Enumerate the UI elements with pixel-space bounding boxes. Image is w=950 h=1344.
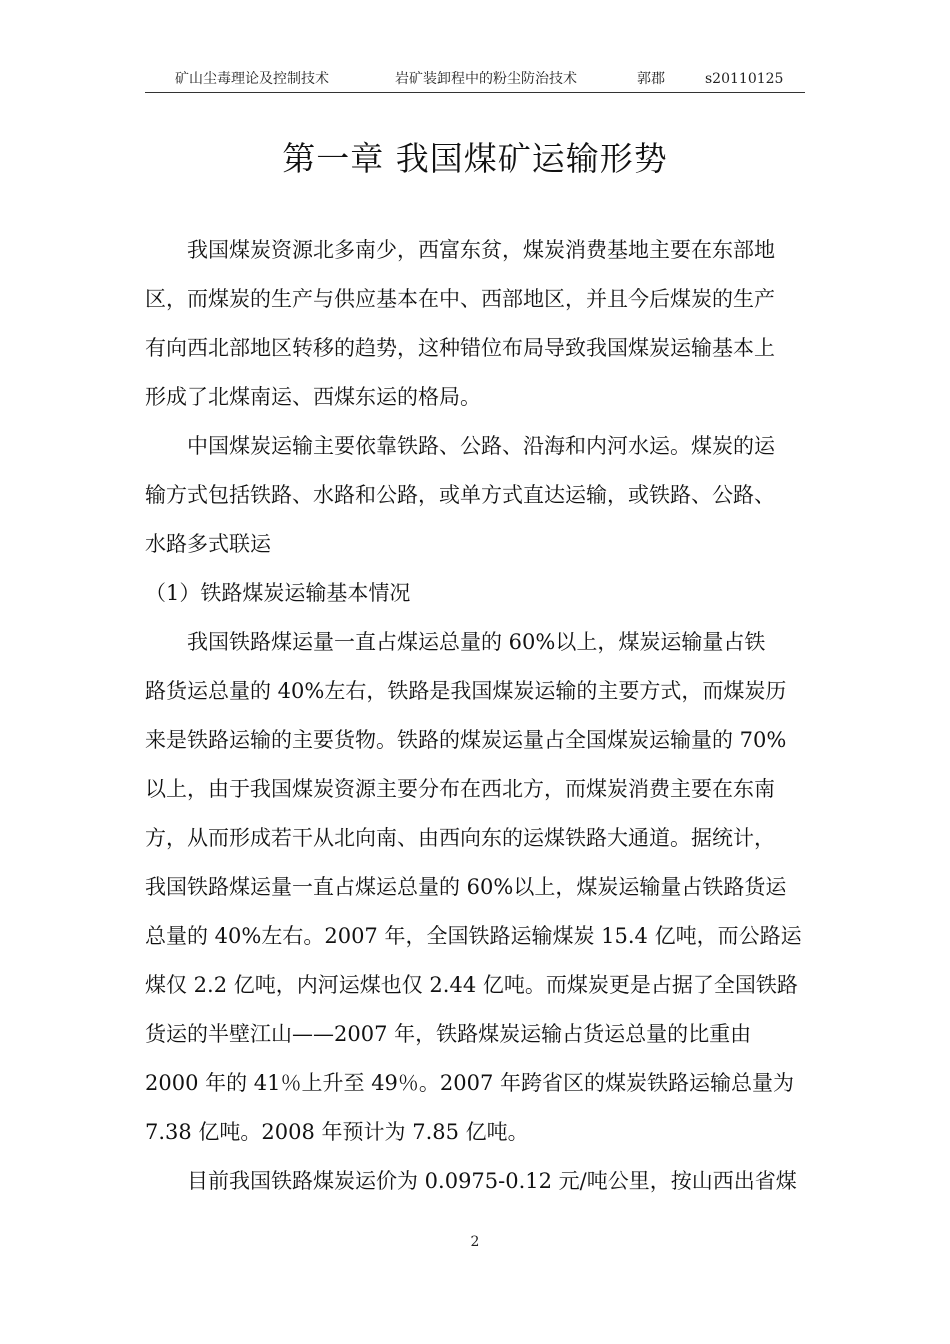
text-line: 我国铁路煤运量一直占煤运总量的 60%以上，煤炭运输量占铁路货运: [145, 875, 787, 899]
text-line: 路货运总量的 40%左右，铁路是我国煤炭运输的主要方式，而煤炭历: [145, 679, 787, 703]
text-line: 有向西北部地区转移的趋势，这种错位布局导致我国煤炭运输基本上: [145, 336, 775, 360]
text-line: 中国煤炭运输主要依靠铁路、公路、沿海和内河水运。煤炭的运: [187, 434, 775, 458]
text-line: 形成了北煤南运、西煤东运的格局。: [145, 385, 481, 409]
text-line: 目前我国铁路煤炭运价为 0.0975-0.12 元/吨公里，按山西出省煤: [187, 1169, 797, 1193]
text-line: 2000 年的 41％上升至 49％。2007 年跨省区的煤炭铁路运输总量为: [145, 1071, 795, 1095]
text-line: 总量的 40%左右。2007 年，全国铁路运输煤炭 15.4 亿吨，而公路运: [145, 924, 802, 948]
text-line: 7.38 亿吨。2008 年预计为 7.85 亿吨。: [145, 1120, 529, 1144]
chapter-title: 第一章 我国煤矿运输形势: [282, 139, 668, 178]
section-subheading: （1）铁路煤炭运输基本情况: [145, 581, 411, 605]
paragraph-1: [145, 226, 810, 422]
header-student-id: s20110125: [705, 71, 784, 87]
paragraph-2: [145, 422, 810, 569]
header-rule: [145, 92, 805, 93]
text-line: 输方式包括铁路、水路和公路，或单方式直达运输，或铁路、公路、: [145, 483, 775, 507]
text-line: 水路多式联运: [145, 532, 271, 556]
body-text: [145, 226, 810, 1206]
text-line: 煤仅 2.2 亿吨，内河运煤也仅 2.44 亿吨。而煤炭更是占据了全国铁路: [145, 973, 798, 997]
paragraph-4: [145, 1157, 810, 1206]
header-course: 矿山尘毒理论及控制技术: [175, 71, 329, 87]
text-line: 区，而煤炭的生产与供应基本在中、西部地区，并且今后煤炭的生产: [145, 287, 775, 311]
text-line: 以上，由于我国煤炭资源主要分布在西北方，而煤炭消费主要在东南: [145, 777, 775, 801]
page-number: 2: [470, 1234, 480, 1250]
text-line: 货运的半壁江山——2007 年，铁路煤炭运输占货运总量的比重由: [145, 1022, 752, 1046]
paragraph-3: [145, 618, 810, 1157]
text-line: 来是铁路运输的主要货物。铁路的煤炭运量占全国煤炭运输量的 70%: [145, 728, 787, 752]
text-line: 我国煤炭资源北多南少，西富东贫，煤炭消费基地主要在东部地: [187, 238, 775, 262]
header-topic: 岩矿装卸程中的粉尘防治技术: [395, 71, 577, 87]
text-line: 我国铁路煤运量一直占煤运总量的 60%以上，煤炭运输量占铁: [187, 630, 766, 654]
running-header: [145, 68, 805, 92]
header-author: 郭郡: [637, 71, 665, 87]
text-line: 方，从而形成若干从北向南、由西向东的运煤铁路大通道。据统计，: [145, 826, 775, 850]
